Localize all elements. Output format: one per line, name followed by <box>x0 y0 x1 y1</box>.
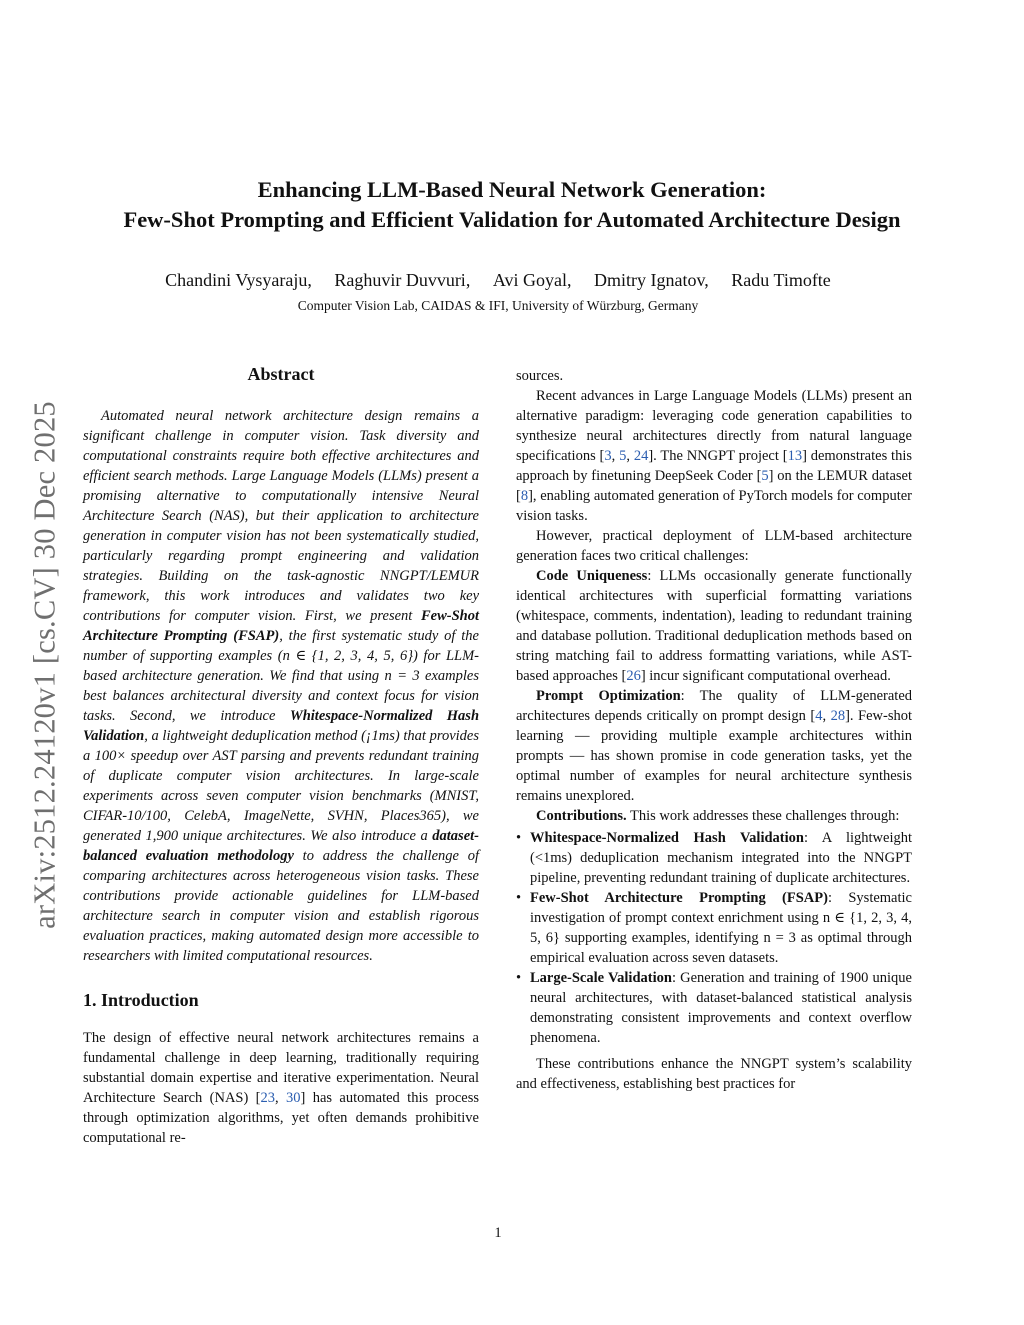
citation-link[interactable]: 13 <box>787 448 803 464</box>
bullet-label: Large-Scale Validation <box>530 970 672 986</box>
body-text: This work addresses these challenges through: <box>626 808 900 824</box>
citation-link[interactable]: 4 <box>815 708 823 724</box>
body-text: : The quality of LLM-generated architectures depends critically on prompt design [ <box>516 688 913 724</box>
list-item <box>530 968 912 1048</box>
challenges-paragraph: However, practical deployment of LLM-based architecture generation faces two critical challenges: <box>516 528 912 564</box>
contributions-paragraph <box>516 806 912 826</box>
intro-paragraph <box>83 1028 479 1148</box>
abstract-text: , the first systematic study of the number of supporting examples (n ∈ {1, 2, 3, 4, 5, 6}) for LLM-based architecture generation. We find that using n = 3 examples best balances architectural diversity and context focus for vision tasks. Second, we introduce <box>83 628 479 724</box>
llm-paragraph: Recent advances in Large Language Models (LLMs) present an alternative paradigm: leveraging code generation capabilities to synthesize neural architectures directly from natural language specifications [3, 5, 24]. The NNGPT project [13] demonstrates this approach by finetuning DeepSeek Coder [5] on the LEMUR dataset [8], enabling automated generation of PyTorch models for computer vision tasks. <box>516 388 913 524</box>
list-item <box>530 888 912 968</box>
bullet-text: : Generation and training of 1900 unique neural architectures, with dataset-balanced statistical analysis demonstrating consistent improvements and context overflow phenomena. <box>530 970 912 1046</box>
arxiv-identifier[interactable]: arXiv:2512.24120v1 [cs.CV] 30 Dec 2025 <box>27 401 62 929</box>
fsap-term: Few-Shot Architecture Prompting (FSAP) <box>83 608 479 644</box>
body-text: ]. Few-shot learning — providing multiple example architectures within prompts — has shown promise in code generation tasks, yet the optimal number of examples for neural architecture synthesis remains unexplored. <box>516 708 912 804</box>
citation-link[interactable]: 5 <box>761 468 769 484</box>
body-text: ]. The NNGPT project [ <box>648 448 788 464</box>
intro-text: The design of effective neural network architectures remains a fundamental challenge in deep learning, traditionally requiring substantial domain expertise and iterative experimentation. Neural Architecture Search (NAS) [ <box>83 1030 479 1106</box>
abstract-text: to address the challenge of comparing architectures across heterogeneous vision tasks. These contributions provide actionable guidelines for LLM-based architecture search in computer vision and establish rigorous evaluation practices, making automated design more accessible to researchers with limited computational resources. <box>83 848 479 964</box>
bullet-label: Whitespace-Normalized Hash Validation <box>530 830 804 846</box>
author: Raghuvir Duvvuri, <box>334 270 471 290</box>
paper-title <box>0 175 1024 235</box>
code-uniqueness-paragraph <box>516 566 912 686</box>
citation-link[interactable]: 23 <box>260 1090 276 1106</box>
bullet-text: : Systematic investigation of prompt context enrichment using n ∈ {1, 2, 3, 4, 5, 6} supporting examples, identifying n = 3 as optimal through empirical evaluation across seven datasets. <box>530 890 912 966</box>
wnhv-term: Whitespace-Normalized Hash Validation <box>83 708 480 744</box>
abstract-body <box>83 406 479 966</box>
intro-text: , <box>275 1090 287 1106</box>
author: Avi Goyal, <box>492 270 572 290</box>
contributions-list <box>516 828 912 1048</box>
body-text: ] incur significant computational overhead. <box>640 668 891 684</box>
introduction-heading: 1. Introduction <box>83 990 199 1010</box>
citation-link[interactable]: 26 <box>626 668 641 684</box>
left-column <box>83 362 479 1148</box>
body-text: Recent advances in Large Language Models (LLMs) present an alternative paradigm: leveraging code generation capabilities to synthesize neural architectures directly from natural language specifications [ <box>516 388 912 464</box>
citation-link[interactable]: 3 <box>604 448 612 464</box>
citation-link[interactable]: 5 <box>619 448 627 464</box>
page-number: 1 <box>494 1225 502 1241</box>
intro-text: ] has automated this process through optimization algorithms, yet often demands prohibitive computational re- <box>83 1090 479 1146</box>
prompt-optimization-label: Prompt Optimization <box>536 688 681 704</box>
author: Dmitry Ignatov, <box>593 270 709 290</box>
author-list <box>0 270 996 291</box>
prompt-optimization-paragraph: Prompt Optimization: The quality of LLM-generated architectures depends critically on prompt design [4, 28]. Few-shot learning — providing multiple example architectures within prompts — has shown promise in code generation tasks, yet the optimal number of examples for neural architecture synthesis remains unexplored. <box>516 688 913 804</box>
body-text: ], enabling automated generation of PyTorch models for computer vision tasks. <box>516 488 912 524</box>
contributions-label: Contributions. <box>536 808 627 824</box>
dbem-term: dataset-balanced evaluation methodology <box>83 828 479 864</box>
list-item <box>530 828 912 888</box>
affiliation: Computer Vision Lab, CAIDAS & IFI, University of Würzburg, Germany <box>297 298 699 313</box>
continuation-text: sources. <box>516 368 564 384</box>
title-line-1: Enhancing LLM-Based Neural Network Generation: <box>257 177 767 202</box>
bullet-label: Few-Shot Architecture Prompting (FSAP) <box>530 890 828 906</box>
body-text: ] on the LEMUR dataset [ <box>516 468 912 504</box>
abstract-text: Automated neural network architecture design remains a significant challenge in computer vision. Task diversity and computational constraints require both effective architectures and efficient search methods. Large Language Models (LLMs) present a promising alternative to computationally intensive Neural Architecture Search (NAS), but their application to architecture generation in computer vision has not been systematically studied, particularly regarding prompt engineering and validation strategies. Building on the task-agnostic NNGPT/LEMUR framework, this work introduces and validates two key contributions for computer vision. First, we present <box>83 408 479 624</box>
citation-link[interactable]: 28 <box>830 708 846 724</box>
body-text: : LLMs occasionally generate functionally identical architectures with superficial formatting variations (whitespace, comments, indentation), leading to redundant training and database pollution. Traditional deduplication methods based on string matching fail to address formatting variations, while AST-based approaches [ <box>516 568 912 684</box>
citation-link[interactable]: 30 <box>286 1090 301 1106</box>
author: Radu Timofte <box>731 270 831 290</box>
abstract-heading: Abstract <box>247 364 315 384</box>
title-line-2: Few-Shot Prompting and Efficient Validation for Automated Architecture Design <box>123 207 901 232</box>
abstract-text: , a lightweight deduplication method (¡1ms) that provides a 100× speedup over AST parsing and prevents redundant training of duplicate computer vision architectures. In large-scale experiments across seven computer vision benchmarks (MNIST, CIFAR-10/100, CelebA, ImageNette, SVHN, Places365), we generated 1,900 unique architectures. We also introduce a <box>83 728 479 844</box>
citation-link[interactable]: 8 <box>520 488 529 504</box>
body-text: ] demonstrates this approach by finetuning DeepSeek Coder [ <box>516 448 913 484</box>
right-column <box>516 366 912 1094</box>
code-uniqueness-label: Code Uniqueness <box>536 568 648 584</box>
bullet-text: : A lightweight (<1ms) deduplication mechanism integrated into the NNGPT pipeline, preventing redundant training of duplicate architectures. <box>530 830 913 886</box>
closing-paragraph: These contributions enhance the NNGPT system’s scalability and effectiveness, establishing best practices for <box>516 1056 912 1092</box>
citation-link[interactable]: 24 <box>633 448 649 464</box>
author: Chandini Vysyaraju, <box>165 270 312 290</box>
